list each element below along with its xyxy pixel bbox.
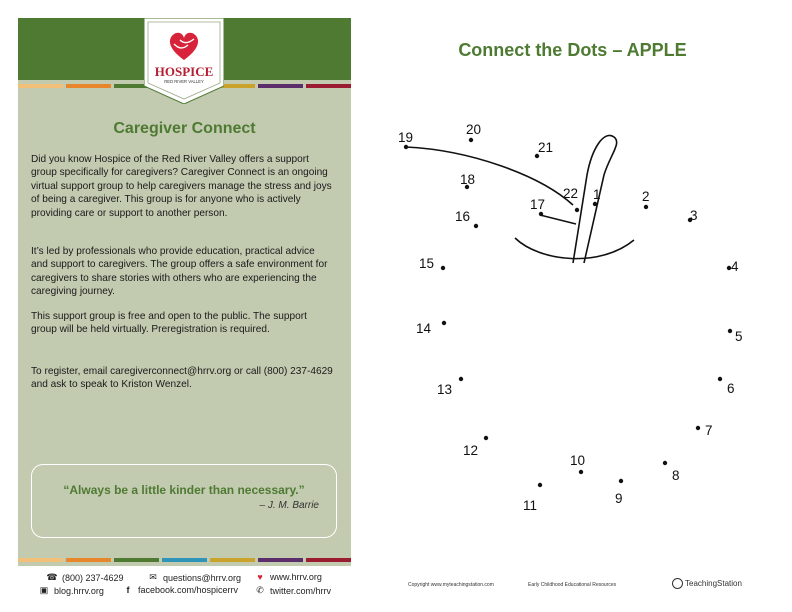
stripe-segment — [210, 558, 255, 562]
stripe-segment — [162, 558, 207, 562]
dot — [579, 470, 583, 474]
activity-title: Connect the Dots – APPLE — [458, 40, 687, 60]
stripe-segment — [306, 558, 351, 562]
dot — [474, 224, 478, 228]
stripe-segment — [18, 558, 63, 562]
dot-label: 1 — [593, 187, 601, 202]
stripe-segment — [258, 558, 303, 562]
dot-label: 15 — [419, 256, 435, 271]
dot — [718, 377, 722, 381]
leaf-line — [540, 215, 576, 224]
dot-label: 17 — [530, 197, 546, 212]
quote-text: “Always be a little kinder than necessary.” — [63, 483, 305, 497]
contact-text: twitter.com/hrrv — [270, 585, 332, 596]
dot — [696, 426, 700, 430]
free-paragraph: This support group is free and open to the public. The support group will be held virtually. Preregistration is required. — [31, 311, 307, 336]
dot-label: 20 — [466, 122, 482, 137]
dot-label: 21 — [538, 140, 554, 155]
dot — [459, 377, 463, 381]
dot — [728, 329, 732, 333]
contact-text: facebook.com/hospicerrv — [138, 585, 239, 595]
dot-label: 3 — [690, 208, 698, 223]
logo-name: HOSPICE — [154, 64, 214, 79]
twitter-icon: ✆ — [256, 585, 264, 595]
brand-text: TeachingStation — [685, 579, 742, 588]
contact-twitter[interactable] — [254, 585, 331, 596]
dot-label: 10 — [570, 453, 586, 468]
dot — [404, 145, 408, 149]
dot-label: 7 — [705, 423, 713, 438]
quote-author: – J. M. Barrie — [259, 500, 319, 511]
teachingstation-logo — [672, 578, 742, 589]
dot — [575, 208, 579, 212]
heart-icon: ♥ — [257, 572, 263, 582]
contact-text: questions@hrrv.org — [163, 572, 242, 583]
dot-label: 6 — [727, 381, 735, 396]
dot — [539, 212, 543, 216]
stripe-segment — [66, 84, 111, 88]
contact-email[interactable] — [147, 572, 241, 583]
dot-label: 11 — [523, 498, 538, 513]
dot — [442, 321, 446, 325]
mail-icon: ✉ — [149, 572, 157, 582]
dot — [484, 436, 488, 440]
dot — [619, 479, 623, 483]
branch-line — [406, 147, 573, 205]
dot-label: 14 — [416, 321, 432, 336]
stripe-segment — [66, 558, 111, 562]
stripe-segment — [258, 84, 303, 88]
dot-label: 4 — [731, 259, 739, 274]
dot-label: 16 — [455, 209, 471, 224]
facebook-icon: f — [126, 585, 130, 595]
resources-text: Early Childhood Educational Resources — [528, 582, 617, 588]
register-paragraph: To register, email caregiverconnect@hrrv.org or call (800) 237-4629 and ask to speak to Kriston Wenzel. — [31, 366, 333, 391]
teachingstation-icon — [672, 578, 683, 589]
dot — [469, 138, 473, 142]
stripe-segment — [114, 558, 159, 562]
color-stripe-bottom — [18, 558, 351, 562]
panel-title: Caregiver Connect — [113, 120, 256, 137]
intro-paragraph: Did you know Hospice of the Red River Valley offers a support group specifically for caregivers? Caregiver Connect is an ongoing virtual support group to help caregivers manage the stress and joys of being a caregiver. This group is for anyone who is actively providing care or support to another person. — [31, 154, 332, 219]
hospice-logo — [144, 18, 224, 104]
contact-facebook[interactable] — [122, 585, 238, 595]
dot — [644, 205, 648, 209]
dot-label: 9 — [615, 491, 623, 506]
dot-label: 22 — [563, 186, 579, 201]
blog-icon: ▣ — [39, 585, 49, 595]
contact-text: blog.hrrv.org — [54, 585, 104, 596]
contact-text: (800) 237-4629 — [62, 572, 124, 583]
dot-label: 13 — [437, 382, 453, 397]
dot-label: 12 — [463, 443, 479, 458]
contact-text: www.hrrv.org — [270, 572, 322, 582]
connect-dots-drawing — [380, 100, 792, 520]
dot-label: 2 — [642, 189, 650, 204]
dot-label: 19 — [398, 130, 414, 145]
contact-website[interactable] — [254, 572, 322, 582]
dot-layer — [398, 122, 743, 513]
dot — [538, 483, 542, 487]
stripe-segment — [306, 84, 351, 88]
dot — [441, 266, 445, 270]
phone-icon: ☎ — [46, 572, 58, 582]
logo-subname: RED RIVER VALLEY — [164, 79, 204, 84]
contact-phone[interactable] — [46, 572, 124, 583]
dot-label: 18 — [460, 172, 476, 187]
details-paragraph: It’s led by professionals who provide education, practical advice and support to caregivers. The group offers a safe environment for caregivers to share stories with others who are experiencing the caregiving journey. — [31, 246, 328, 298]
stripe-segment — [18, 84, 63, 88]
copyright-text: Copyright www.myteachingstation.com — [408, 582, 494, 588]
dot-label: 5 — [735, 329, 743, 344]
dot — [663, 461, 667, 465]
contact-blog[interactable] — [38, 585, 104, 596]
dot — [593, 202, 597, 206]
dot-label: 8 — [672, 468, 680, 483]
